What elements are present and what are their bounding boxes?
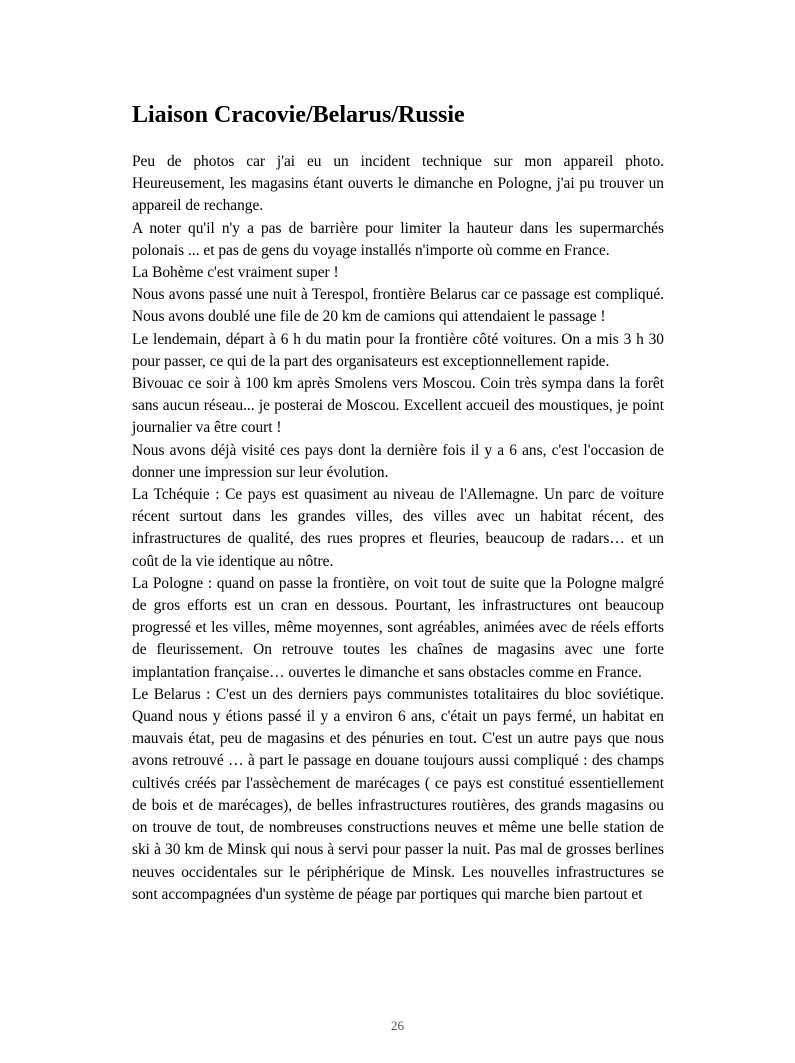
paragraph: Bivouac ce soir à 100 km après Smolens vers Moscou. Coin très sympa dans la forêt sans aucun réseau... je posterai de Moscou. Excellent accueil des moustiques, je point journalier va être court ! bbox=[132, 375, 664, 437]
paragraph: La Tchéquie : Ce pays est quasiment au niveau de l'Allemagne. Un parc de voiture récent surtout dans les grandes villes, des villes avec un habitat récent, des infrastructures de qualité, des rues propres et fleuries, beaucoup de radars… et un coût de la vie identique au nôtre. bbox=[132, 486, 664, 570]
paragraph: Nous avons déjà visité ces pays dont la dernière fois il y a 6 ans, c'est l'occasion de donner une impression sur leur évolution. bbox=[132, 441, 664, 481]
paragraph: La Pologne : quand on passe la frontière, on voit tout de suite que la Pologne malgré de gros efforts est un cran en dessous. Pourtant, les infrastructures ont beaucoup progressé et les villes, même moyennes, sont agréables, animées avec de réels efforts de fleurissement. On retrouve toutes les chaînes de magasins avec une forte implantation française… ouvertes le dimanche et sans obstacles comme en France. bbox=[132, 574, 664, 681]
paragraph: Peu de photos car j'ai eu un incident technique sur mon appareil photo. Heureusement, les magasins étant ouverts le dimanche en Pologne, j'ai pu trouver un appareil de rechange. bbox=[132, 153, 664, 215]
page-number: 26 bbox=[391, 1018, 404, 1033]
paragraph: La Bohème c'est vraiment super ! bbox=[132, 264, 339, 282]
paragraph: Nous avons passé une nuit à Terespol, frontière Belarus car ce passage est compliqué. Nous avons doublé une file de 20 km de camions qui attendaient le passage ! bbox=[132, 286, 664, 326]
body-text bbox=[132, 151, 664, 906]
paragraph: Le lendemain, départ à 6 h du matin pour la frontière côté voitures. On a mis 3 h 30 pour passer, ce qui de la part des organisateurs est exceptionnellement rapide. bbox=[132, 330, 664, 370]
paragraph: Le Belarus : C'est un des derniers pays communistes totalitaires du bloc soviétique. Quand nous y étions passé il y a environ 6 ans, c'était un pays fermé, un habitat en mauvais état, peu de magasins et des pénuries en tout. C'est un autre pays que nous avons retrouvé … à part le passage en douane toujours aussi compliqué : des champs cultivés créés par l'assèchement de marécages ( ce pays est constitué essentiellement de bois et de marécages), de belles infrastructures routières, des grands magasins ou on trouve de tout, de nombreuses constructions neuves et même une belle station de ski à 30 km de Minsk qui nous à servi pour passer la nuit. Pas mal de grosses berlines neuves occidentales sur le périphérique de Minsk. Les nouvelles infrastructures se sont accompagnées d'un système de péage par portiques qui marche bien partout et bbox=[132, 685, 664, 903]
paragraph: A noter qu'il n'y a pas de barrière pour limiter la hauteur dans les supermarchés polonais ... et pas de gens du voyage installés n'importe où comme en France. bbox=[132, 219, 664, 259]
page-title: Liaison Cracovie/Belarus/Russie bbox=[132, 102, 465, 128]
